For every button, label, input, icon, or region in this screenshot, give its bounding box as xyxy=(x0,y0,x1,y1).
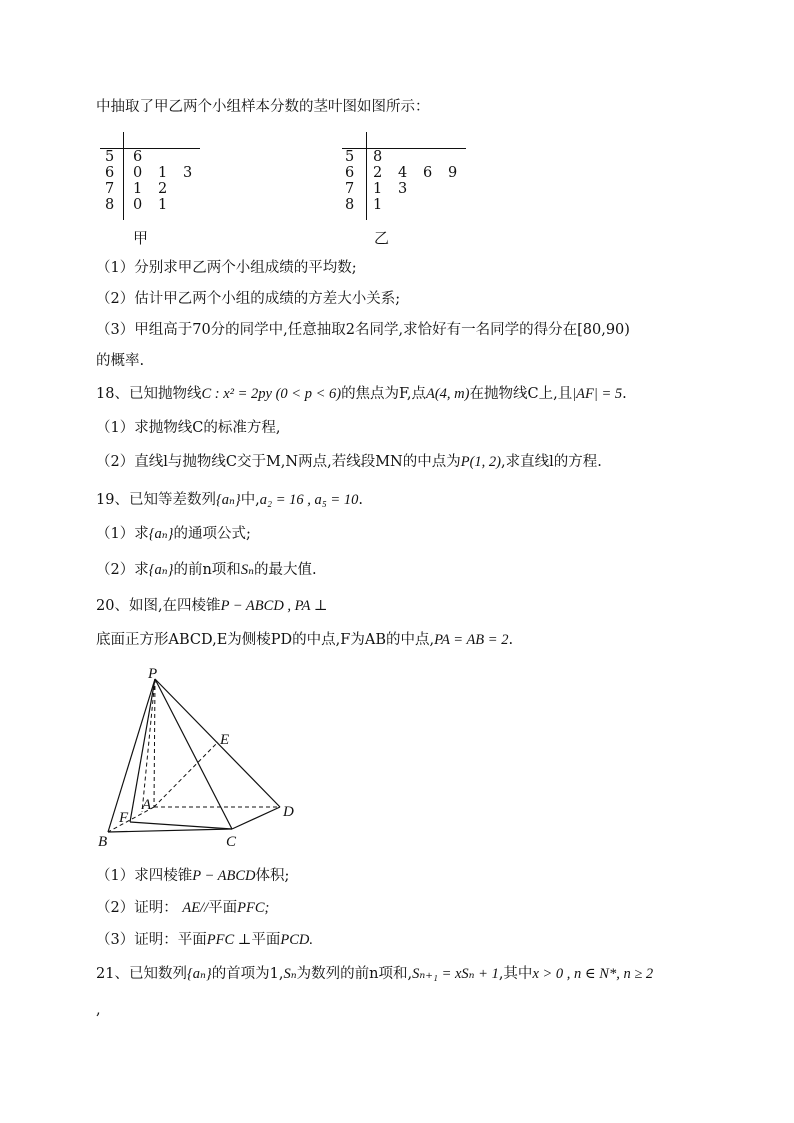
label-C: C xyxy=(226,834,237,850)
header-rule-jia xyxy=(100,148,200,149)
pyramid-figure xyxy=(90,662,310,862)
q20-part3: （3）证明：平面PFC ⊥平面PCD. xyxy=(96,932,314,948)
q18-stem: 18、已知抛物线C : x² = 2py (0 < p < 6)的焦点为F,点A(4, m)在抛物线C上,且|AF| = 5. xyxy=(96,386,627,402)
q20-stem-line2: 底面正方形ABCD,E为侧棱PD的中点,F为AB的中点,PA = AB = 2. xyxy=(96,632,514,648)
label-B: B xyxy=(98,834,108,850)
caption-jia: 甲 xyxy=(133,229,149,247)
label-F: F xyxy=(119,810,129,826)
q19-stem: 19、已知等差数列{aₙ}中,a₂ = 16 , a₅ = 10. xyxy=(96,492,363,508)
q17-part3-line2: 的概率. xyxy=(96,353,145,369)
q17-part3-line1: （3）甲组高于70分的同学中,任意抽取2名同学,求恰好有一名同学的得分在[80,90) xyxy=(96,322,630,338)
q18-part2: （2）直线l与抛物线C交于M,N两点,若线段MN的中点为P(1, 2),求直线l的方程. xyxy=(96,454,602,470)
stem-divider-jia xyxy=(123,132,124,220)
stem-leaf-jia: 5 6 6 0 1 3 7 1 2 8 0 1 xyxy=(100,130,210,240)
q17-part1: （1）分别求甲乙两个小组成绩的平均数; xyxy=(96,260,357,276)
edge-BC xyxy=(108,829,232,832)
segment-FC xyxy=(130,822,232,829)
q19-part2: （2）求{aₙ}的前n项和Sₙ的最大值. xyxy=(96,562,317,578)
header-rule-yi xyxy=(342,148,466,149)
label-E: E xyxy=(220,732,230,748)
segment-AE-hidden xyxy=(154,742,218,807)
edge-PD xyxy=(155,679,280,807)
q20-stem-line1: 20、如图,在四棱锥P − ABCD , PA ⊥ xyxy=(96,598,328,614)
intro-line: 中抽取了甲乙两个小组样本分数的茎叶图如图所示： xyxy=(96,99,430,115)
caption-yi: 乙 xyxy=(374,229,390,247)
q20-part2: （2）证明： AE//平面PFC; xyxy=(96,900,270,916)
label-D: D xyxy=(283,804,294,820)
q19-part1: （1）求{aₙ}的通项公式; xyxy=(96,526,251,542)
q21-trailing-comma: , xyxy=(96,1002,101,1018)
label-P: P xyxy=(148,666,158,682)
q21-stem: 21、已知数列{aₙ}的首项为1,Sₙ为数列的前n项和,Sₙ₊₁ = xSₙ + 1,其中x > 0 , n ∈ N*, n ≥ 2 xyxy=(96,966,654,982)
q20-part1: （1）求四棱锥P − ABCD体积; xyxy=(96,868,290,884)
q17-part2: （2）估计甲乙两个小组的成绩的方差大小关系; xyxy=(96,291,401,307)
label-A: A xyxy=(142,797,152,813)
q18-part1: （1）求抛物线C的标准方程, xyxy=(96,420,281,436)
stem-leaf-yi: 5 8 6 2 4 6 9 7 1 3 8 1 xyxy=(342,130,472,240)
edge-PA-hidden xyxy=(154,679,155,807)
stem-divider-yi xyxy=(366,132,367,220)
edge-CD xyxy=(232,807,280,829)
